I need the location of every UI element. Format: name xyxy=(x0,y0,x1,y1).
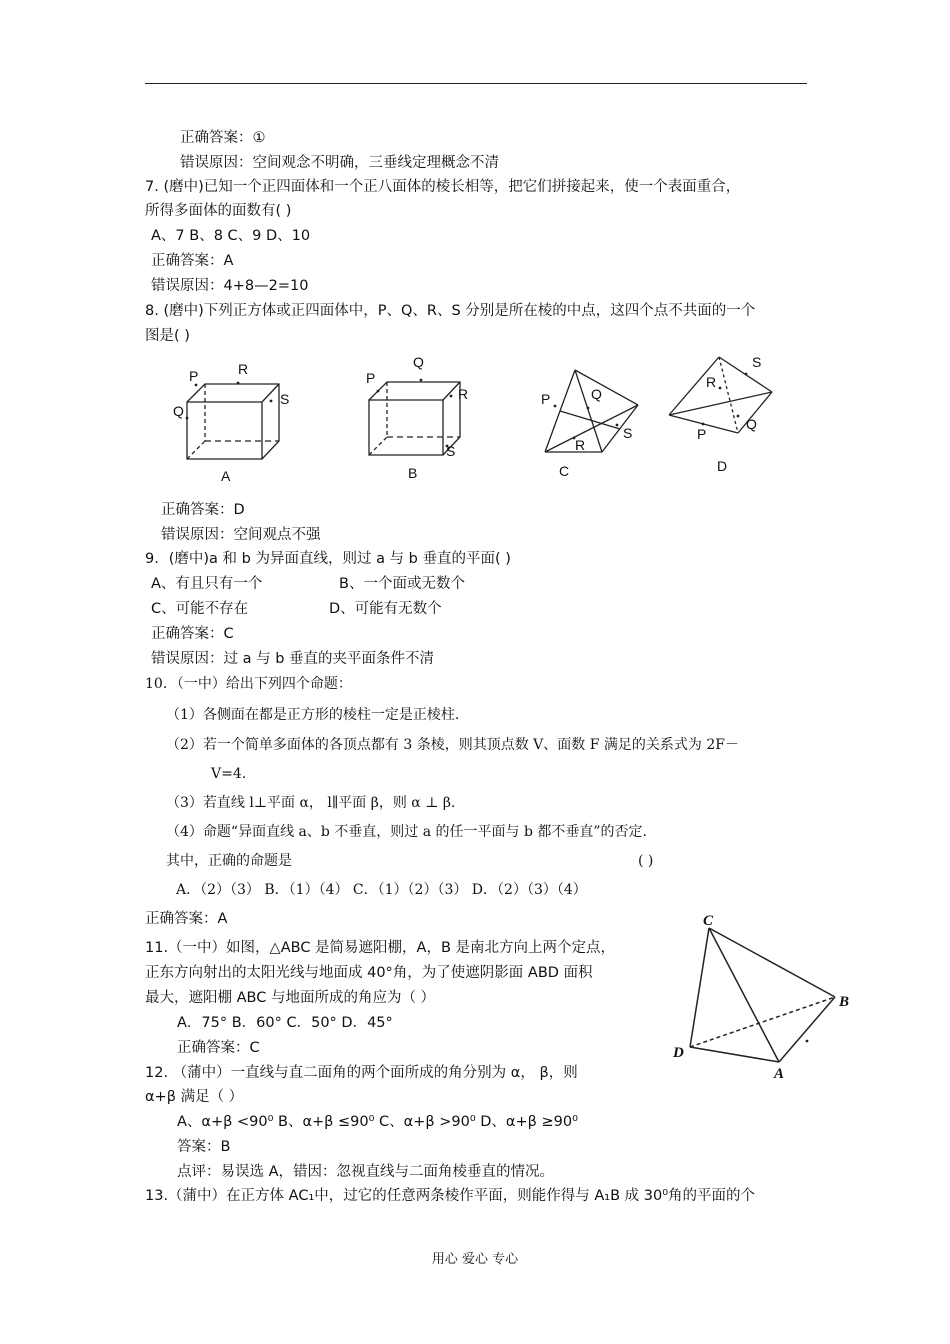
q8-text-2: 图是( ) xyxy=(145,328,190,344)
fig-a-s: S xyxy=(280,391,290,407)
q11-answer: 正确答案：C xyxy=(177,1040,260,1056)
q6-error: 错误原因：空间观念不明确，三垂线定理概念不清 xyxy=(180,155,499,171)
q9-option-c: C、可能不存在 xyxy=(151,601,249,617)
fig-a-p: P xyxy=(189,368,199,384)
q7-text-1: 7. (磨中)已知一个正四面体和一个正八面体的棱长相等，把它们拼接起来，使一个表面重合， xyxy=(145,179,741,195)
q11-text-3: 最大，遮阳棚 ABC 与地面所成的角应为（ ） xyxy=(145,990,436,1006)
q12-note: 点评：易误选 A，错因：忽视直线与二面角棱垂直的情况。 xyxy=(177,1164,555,1180)
fig-d-q: Q xyxy=(746,416,757,432)
page-footer: 用心 爱心 专心 xyxy=(431,1252,519,1267)
q9-option-a: A、有且只有一个 xyxy=(151,576,263,592)
q7-answer: 正确答案：A xyxy=(151,253,234,269)
q6-answer: 正确答案：① xyxy=(180,130,266,146)
fig-b-q: Q xyxy=(413,354,424,370)
q8-figure-a xyxy=(187,384,279,459)
fig-b-s: S xyxy=(446,443,456,459)
q12-text-1: 12. （蒲中）一直线与直二面角的两个面所成的角分别为 α， β，则 xyxy=(145,1065,578,1081)
fig-b-caption: B xyxy=(408,465,418,481)
q12-answer: 答案：B xyxy=(177,1139,231,1155)
fig-d-p: P xyxy=(697,426,707,442)
q9-answer: 正确答案：C xyxy=(151,626,234,642)
q12-options: A、α+β <90⁰ B、α+β ≤90⁰ C、α+β >90⁰ D、α+β ≥90⁰ xyxy=(177,1114,578,1130)
q10-answer: 正确答案：A xyxy=(145,911,228,927)
fig-d-caption: D xyxy=(717,458,728,474)
q10-options: A．（2）（3） B．（1）（4） C．（1）（2）（3） D．（2）（3）（4） xyxy=(176,882,587,898)
fig-b-p: P xyxy=(366,370,376,386)
q8-text-1: 8. (磨中)下列正方体或正四面体中，P、Q、R、S 分别是所在棱的中点，这四个点不共面的一个 xyxy=(145,303,756,319)
q12-text-2: α+β 满足（ ） xyxy=(145,1089,244,1105)
q8-error: 错误原因：空间观点不强 xyxy=(161,527,321,543)
q10-blank: ( ) xyxy=(638,853,654,869)
q10-prop-4: （4）命题“异面直线 a、b 不垂直，则过 a 的任一平面与 b 都不垂直”的否定. xyxy=(166,824,647,840)
q7-options: A、7 B、8 C、9 D、10 xyxy=(151,228,311,244)
q7-text-2: 所得多面体的面数有( ) xyxy=(145,203,292,219)
fig11-b: B xyxy=(839,994,850,1010)
q9-option-b: B、一个面或无数个 xyxy=(339,576,465,592)
fig-c-s: S xyxy=(623,425,633,441)
q11-options: A．75° B．60° C．50° D．45° xyxy=(177,1015,393,1031)
q13-text: 13.（蒲中）在正方体 AC₁中，过它的任意两条棱作平面，则能作得与 A₁B 成 30⁰角的平面的个 xyxy=(145,1188,756,1204)
fig-b-r: R xyxy=(458,386,469,402)
q9-error: 错误原因：过 a 与 b 垂直的夹平面条件不清 xyxy=(151,651,435,667)
q10-prop-3: （3）若直线 l⊥平面 α， l∥平面 β，则 α ⊥ β. xyxy=(166,795,456,811)
q11-figure xyxy=(690,928,835,1062)
q8-answer: 正确答案：D xyxy=(161,502,245,518)
fig-c-q: Q xyxy=(591,386,602,402)
fig-d-r: R xyxy=(706,374,717,390)
q11-text-1: 11.（一中）如图，△ABC 是简易遮阳棚，A，B 是南北方向上两个定点， xyxy=(145,940,616,956)
q10-prop-1: （1）各侧面在都是正方形的棱柱一定是正棱柱. xyxy=(166,707,460,723)
fig-c-p: P xyxy=(541,391,551,407)
fig11-c: C xyxy=(703,913,714,929)
q10-prop-2a: （2）若一个简单多面体的各顶点都有 3 条棱，则其顶点数 V、面数 F 满足的关系式为 2F－ xyxy=(166,737,739,753)
q9-text: 9．(磨中)a 和 b 为异面直线，则过 a 与 b 垂直的平面( ) xyxy=(145,551,511,567)
fig-a-r: R xyxy=(238,361,249,377)
q11-text-2: 正东方向射出的太阳光线与地面成 40°角，为了使遮阴影面 ABD 面积 xyxy=(145,965,593,981)
fig-d-s: S xyxy=(752,354,762,370)
fig-a-caption: A xyxy=(221,468,231,484)
fig11-d: D xyxy=(673,1045,684,1061)
q9-option-d: D、可能有无数个 xyxy=(329,601,442,617)
q10-prop-2b: V=4. xyxy=(211,766,247,782)
fig-c-r: R xyxy=(575,437,586,453)
fig-c-caption: C xyxy=(559,463,570,479)
q7-error: 错误原因：4+8—2=10 xyxy=(151,278,309,294)
q10-text: 10．（一中）给出下列四个命题： xyxy=(145,676,352,692)
fig11-a: A xyxy=(774,1066,785,1082)
q10-question: 其中，正确的命题是 xyxy=(166,853,292,869)
fig-a-q: Q xyxy=(173,403,184,419)
